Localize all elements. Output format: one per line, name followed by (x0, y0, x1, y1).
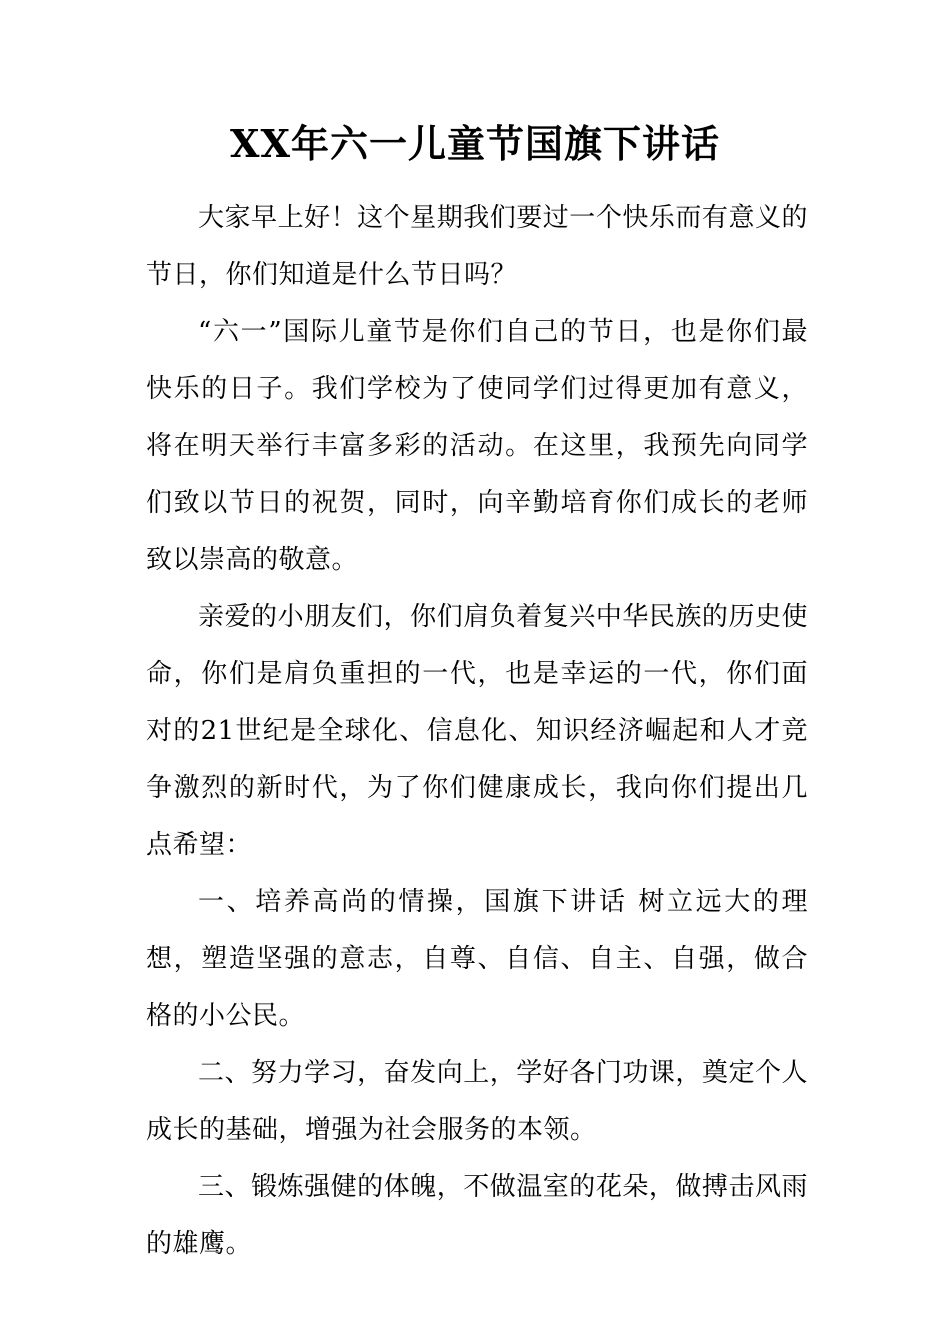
document-body (146, 190, 808, 1273)
paragraph-greeting: 大家早上好！这个星期我们要过一个快乐而有意义的节日，你们知道是什么节日吗？ (146, 203, 808, 290)
paragraph-childrens-day: “六一”国际儿童节是你们自己的节日，也是你们最快乐的日子。我们学校为了使同学们过得更加有意义，将在明天举行丰富多彩的活动。在这里，我预先向同学们致以节日的祝贺，同时，向辛勤培育你们成长的老师致以崇高的敬意。 (146, 317, 808, 575)
paragraph-hope-one: 一、培养高尚的情操，国旗下讲话 树立远大的理想，塑造坚强的意志，自尊、自信、自主、自强，做合格的小公民。 (146, 887, 808, 1031)
paragraph-hope-three: 三、锻炼强健的体魄，不做温室的花朵，做搏击风雨的雄鹰。 (146, 1172, 808, 1259)
document-title: XX年六一儿童节国旗下讲话 (230, 121, 720, 166)
paragraph-hope-two: 二、努力学习，奋发向上，学好各门功课，奠定个人成长的基础，增强为社会服务的本领。 (146, 1058, 808, 1145)
paragraph-mission: 亲爱的小朋友们，你们肩负着复兴中华民族的历史使命，你们是肩负重担的一代，也是幸运的一代，你们面对的21世纪是全球化、信息化、知识经济崛起和人才竞争激烈的新时代，为了你们健康成长，我向你们提出几点希望： (146, 602, 808, 860)
